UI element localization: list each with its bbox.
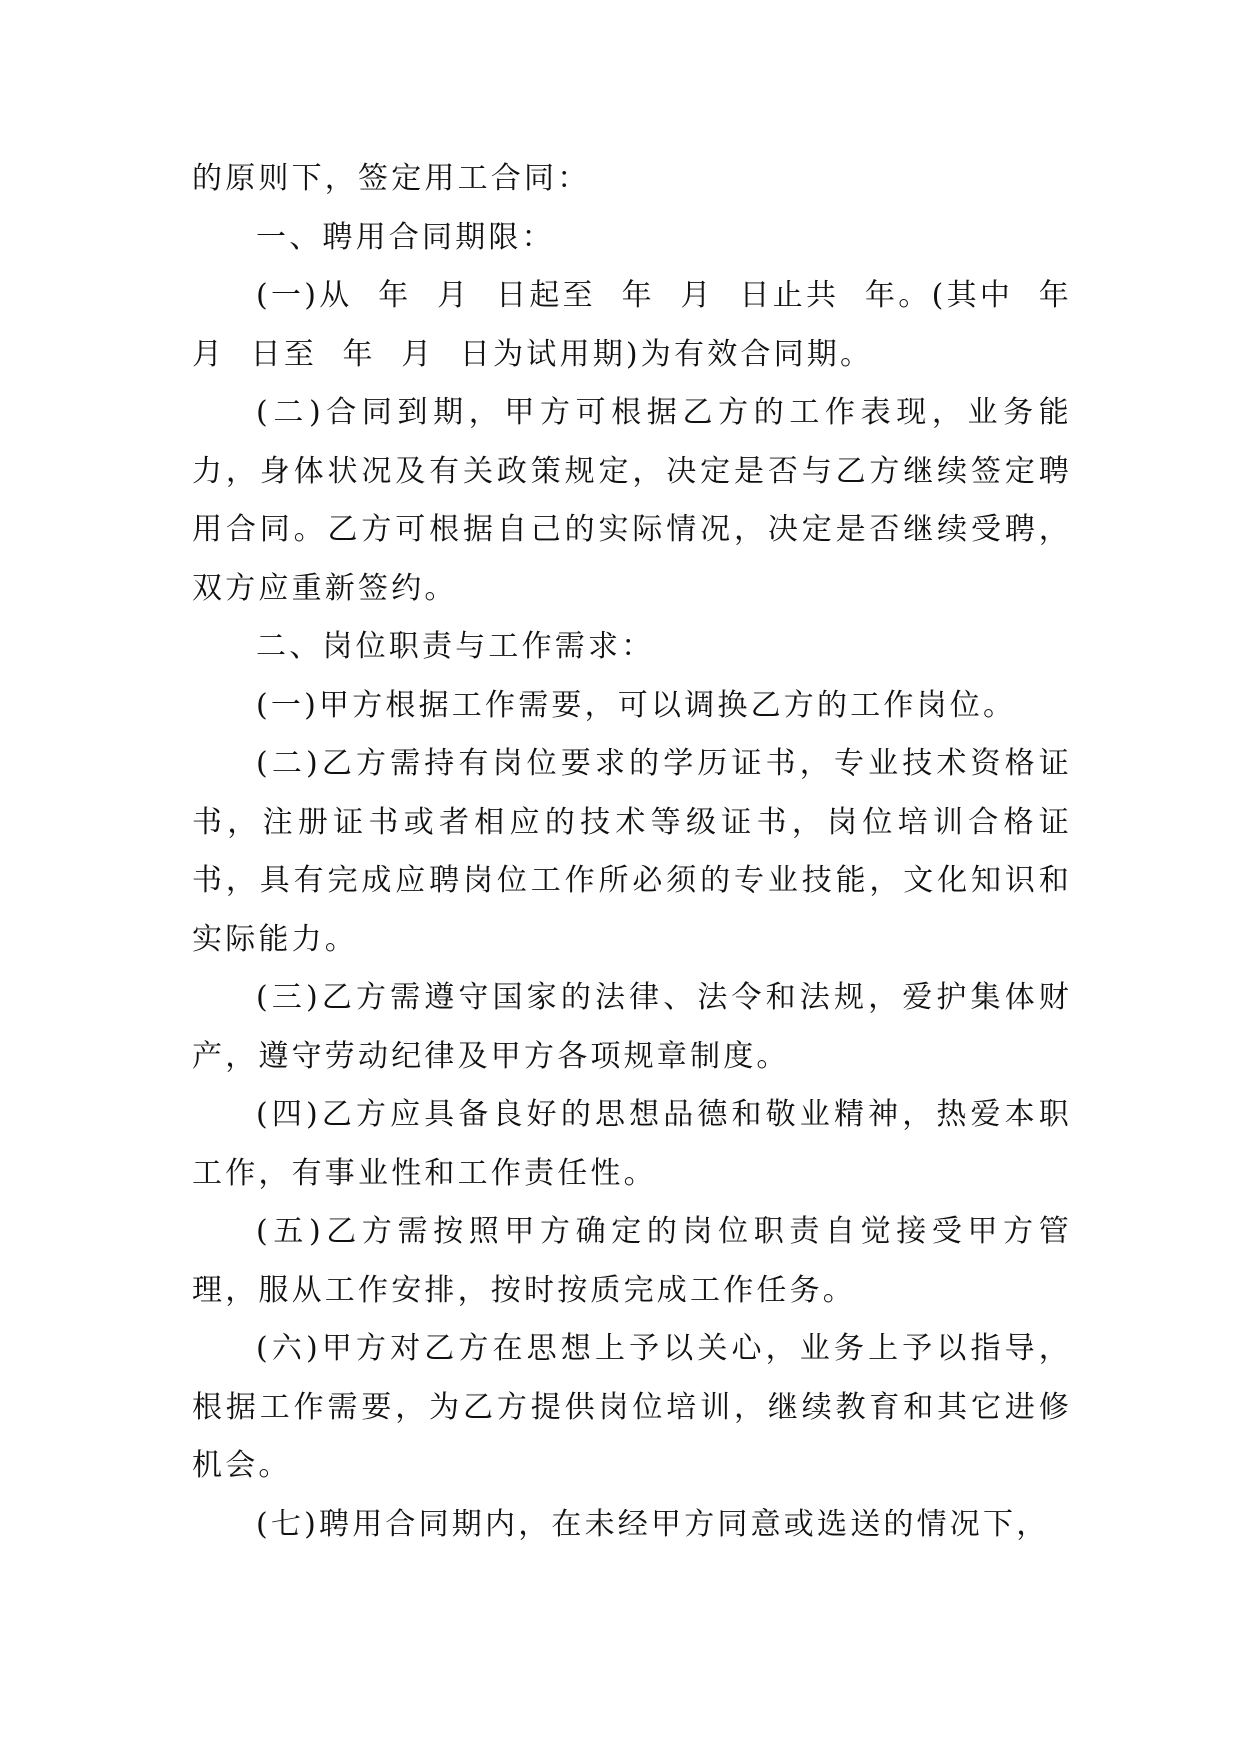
paragraph-duty-4: (四)乙方应具备良好的思想品德和敬业精神，热爱本职工作，有事业性和工作责任性。 xyxy=(192,1097,1072,1191)
paragraph-continuation: 的原则下，签定用工合同： xyxy=(192,161,591,196)
paragraph-duty-2: (二)乙方需持有岗位要求的学历证书，专业技术资格证书，注册证书或者相应的技术等级证书，岗位培训合格证书，具有完成应聘岗位工作所必须的专业技能，文化知识和实际能力。 xyxy=(192,746,1072,957)
paragraph-duty-6: (六)甲方对乙方在思想上予以关心，业务上予以指导，根据工作需要，为乙方提供岗位培训，继续教育和其它进修机会。 xyxy=(192,1331,1072,1483)
paragraph-duty-5: (五)乙方需按照甲方确定的岗位职责自觉接受甲方管理，服从工作安排，按时按质完成工作任务。 xyxy=(192,1214,1072,1308)
paragraph-duty-1: (一)甲方根据工作需要，可以调换乙方的工作岗位。 xyxy=(256,687,1017,723)
paragraph-term-1: (一)从 年 月 日起至 年 月 日止共 年。(其中 年 月 日至 年 月 日为试用期)为有效合同期。 xyxy=(192,278,1098,372)
section-heading-duties: 二、岗位职责与工作需求： xyxy=(256,629,655,664)
document-body xyxy=(192,150,1098,1554)
paragraph-duty-7: (七)聘用合同期内，在未经甲方同意或选送的情况下， xyxy=(256,1506,1050,1542)
paragraph-term-2: (二)合同到期，甲方可根据乙方的工作表现，业务能力，身体状况及有关政策规定，决定是否与乙方继续签定聘用合同。乙方可根据自己的实际情况，决定是否继续受聘，双方应重新签约。 xyxy=(192,395,1072,606)
paragraph-duty-3: (三)乙方需遵守国家的法律、法令和法规，爱护集体财产，遵守劳动纪律及甲方各项规章制度。 xyxy=(192,980,1072,1074)
section-heading-contract-term: 一、聘用合同期限： xyxy=(256,219,555,255)
